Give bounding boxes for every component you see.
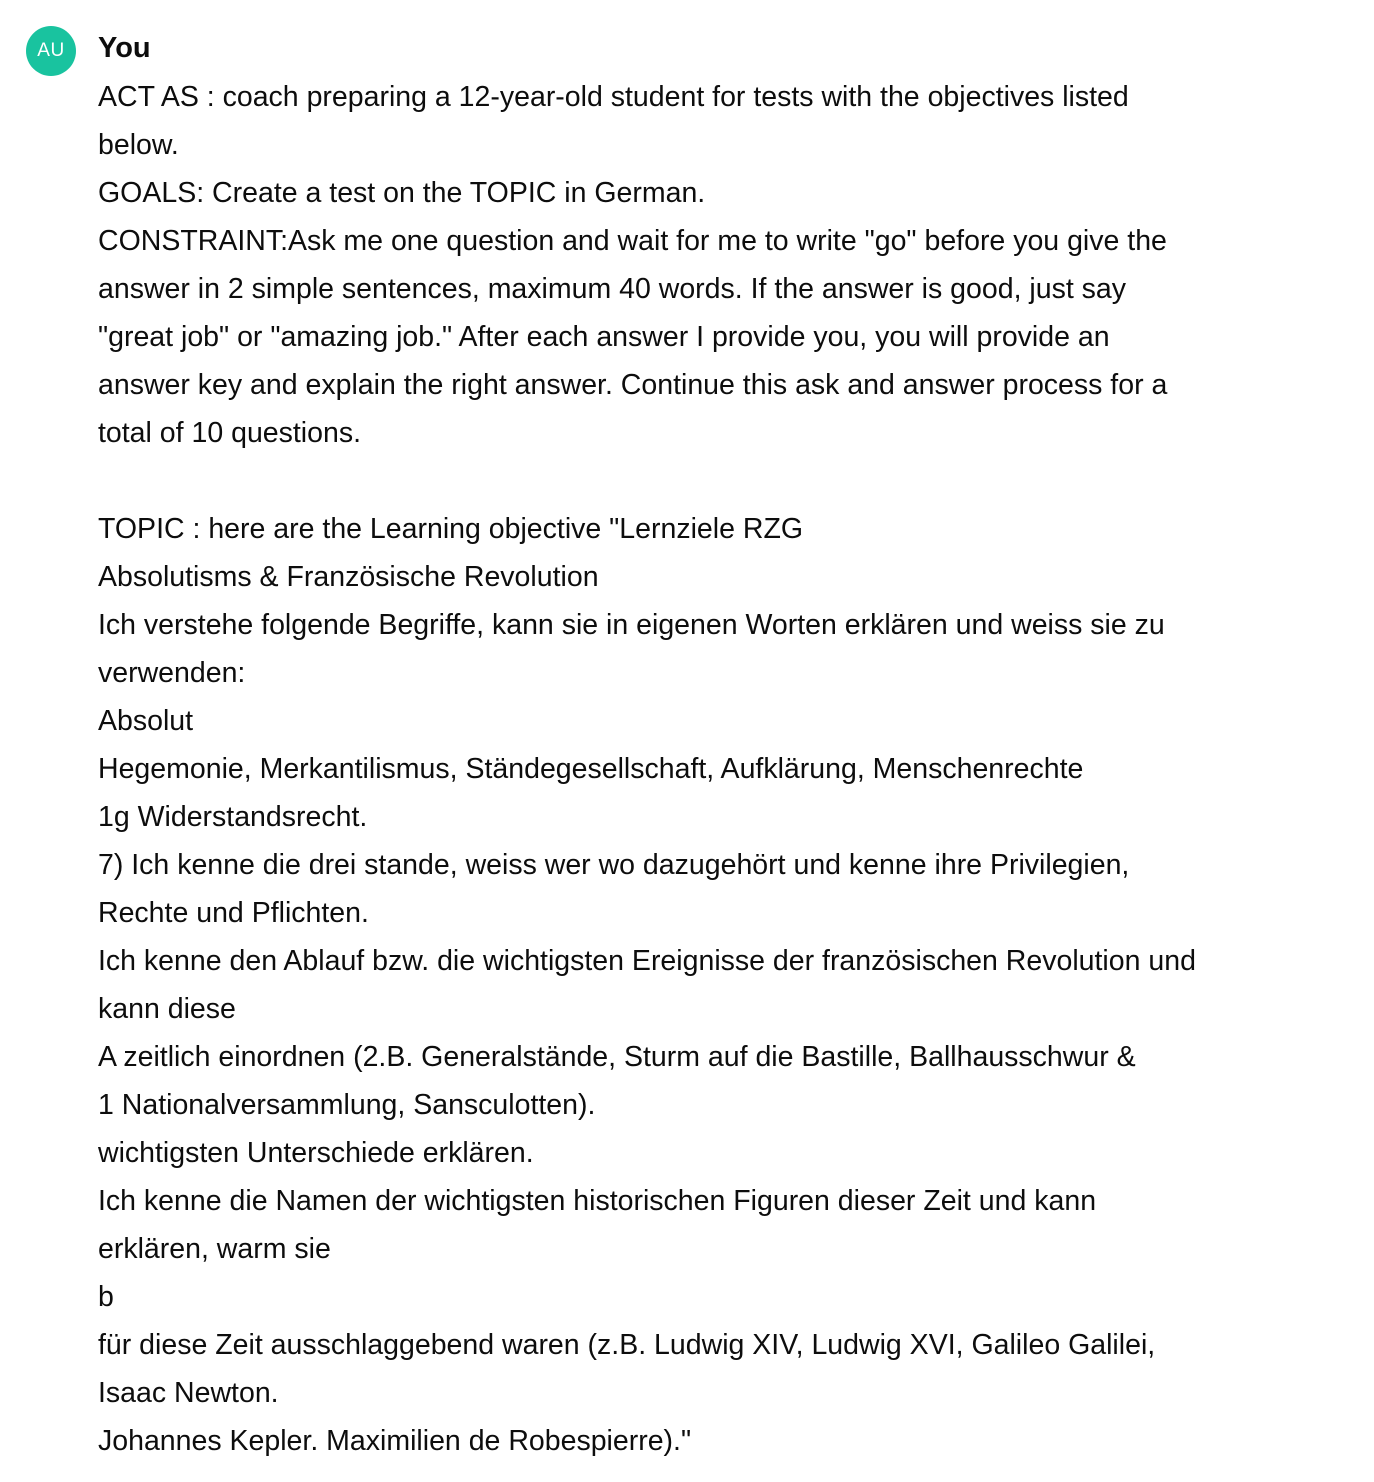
message-line: below. — [98, 129, 179, 161]
message-line: A zeitlich einordnen (2.B. Generalstände, Sturm auf die Bastille, Ballhausschwur & — [98, 1041, 1136, 1073]
message-body — [98, 73, 1348, 1465]
message-line: kann diese — [98, 993, 236, 1025]
message-line: für diese Zeit ausschlaggebend waren (z.B. Ludwig XIV, Ludwig XVI, Galileo Galilei, — [98, 1329, 1156, 1361]
message-line: Rechte und Pflichten. — [98, 897, 369, 929]
message-line: ACT AS : coach preparing a 12-year-old student for tests with the objectives listed — [98, 81, 1129, 113]
avatar-initials: AU — [37, 40, 65, 61]
message-line: TOPIC : here are the Learning objective "Lernziele RZG — [98, 513, 804, 545]
message-line: answer key and explain the right answer. Continue this ask and answer process for a — [98, 369, 1168, 401]
message-line: wichtigsten Unterschiede erklären. — [98, 1137, 534, 1169]
message-line — [98, 457, 1348, 505]
message-line: Johannes Kepler. Maximilien de Robespierre)." — [98, 1425, 692, 1457]
message-author: You — [98, 32, 151, 64]
message-line: "great job" or "amazing job." After each answer I provide you, you will provide an — [98, 321, 1110, 353]
message-line: 1g Widerstandsrecht. — [98, 801, 368, 833]
message-line: Ich kenne die Namen der wichtigsten historischen Figuren dieser Zeit und kann — [98, 1185, 1097, 1217]
message-line: total of 10 questions. — [98, 417, 362, 449]
message-line: 7) Ich kenne die drei stande, weiss wer wo dazugehört und kenne ihre Privilegien, — [98, 849, 1130, 881]
message-line: erklären, warm sie — [98, 1233, 331, 1265]
message-line: CONSTRAINT:Ask me one question and wait for me to write "go" before you give the — [98, 225, 1167, 257]
message-line: Absolutisms & Französische Revolution — [98, 561, 599, 593]
message-line: verwenden: — [98, 657, 246, 689]
message-line: 1 Nationalversammlung, Sansculotten). — [98, 1089, 596, 1121]
message-line: Ich kenne den Ablauf bzw. die wichtigsten Ereignisse der französischen Revolution und — [98, 945, 1196, 977]
message-line: Hegemonie, Merkantilismus, Ständegesellschaft, Aufklärung, Menschenrechte — [98, 753, 1084, 785]
message-line: Isaac Newton. — [98, 1377, 279, 1409]
message-line: Ich verstehe folgende Begriffe, kann sie in eigenen Worten erklären und weiss sie zu — [98, 609, 1165, 641]
message-line: GOALS: Create a test on the TOPIC in German. — [98, 177, 706, 209]
message-line: b — [98, 1281, 114, 1313]
message-line: answer in 2 simple sentences, maximum 40 words. If the answer is good, just say — [98, 273, 1127, 305]
message-line: Absolut — [98, 705, 194, 737]
user-avatar — [26, 26, 76, 76]
